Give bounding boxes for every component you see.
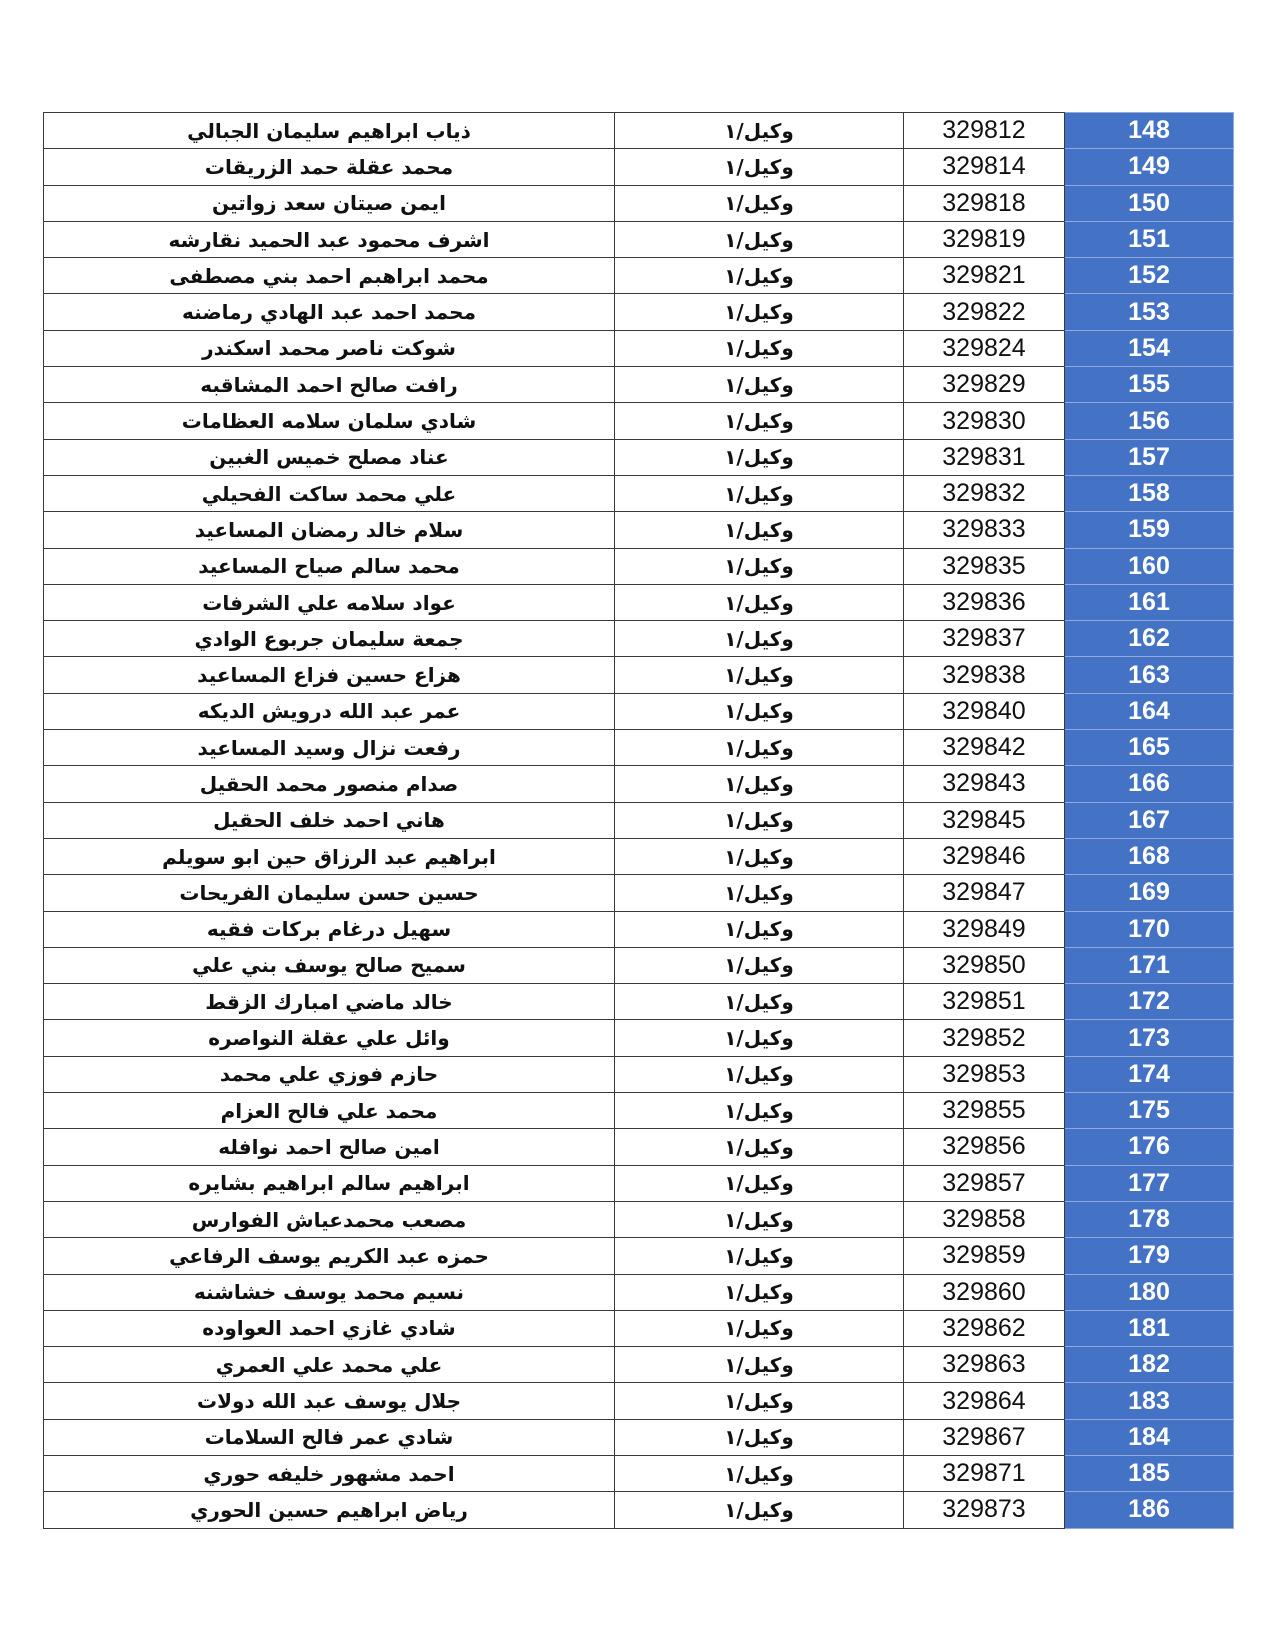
id-code-cell: 329857	[904, 1165, 1065, 1201]
full-name-cell: جمعة سليمان جربوع الوادي	[44, 621, 615, 657]
serial-number-cell: 160	[1065, 548, 1234, 584]
table-row	[44, 657, 1234, 693]
rank-cell: وكيل/١	[615, 330, 904, 366]
serial-number-cell: 186	[1065, 1492, 1234, 1528]
table-row	[44, 838, 1234, 874]
id-code-cell: 329873	[904, 1492, 1065, 1528]
rank-cell: وكيل/١	[615, 1165, 904, 1201]
rank-cell: وكيل/١	[615, 113, 904, 149]
rank-cell: وكيل/١	[615, 621, 904, 657]
id-code-cell: 329846	[904, 838, 1065, 874]
table-row	[44, 1056, 1234, 1092]
table-row	[44, 1455, 1234, 1491]
rank-cell: وكيل/١	[615, 766, 904, 802]
table-row	[44, 475, 1234, 511]
full-name-cell: عمر عبد الله درويش الديكه	[44, 693, 615, 729]
rank-cell: وكيل/١	[615, 294, 904, 330]
serial-number-cell: 164	[1065, 693, 1234, 729]
rank-cell: وكيل/١	[615, 439, 904, 475]
table-row	[44, 403, 1234, 439]
full-name-cell: شوكت ناصر محمد اسكندر	[44, 330, 615, 366]
serial-number-cell: 173	[1065, 1020, 1234, 1056]
table-row	[44, 1347, 1234, 1383]
table-row	[44, 512, 1234, 548]
id-code-cell: 329852	[904, 1020, 1065, 1056]
serial-number-cell: 158	[1065, 475, 1234, 511]
serial-number-cell: 170	[1065, 911, 1234, 947]
full-name-cell: عناد مصلح خميس الغبين	[44, 439, 615, 475]
rank-cell: وكيل/١	[615, 185, 904, 221]
rank-cell: وكيل/١	[615, 221, 904, 257]
table-row	[44, 294, 1234, 330]
id-code-cell: 329835	[904, 548, 1065, 584]
id-code-cell: 329836	[904, 584, 1065, 620]
rank-cell: وكيل/١	[615, 403, 904, 439]
table-row	[44, 693, 1234, 729]
id-code-cell: 329842	[904, 730, 1065, 766]
roster-table-container	[43, 112, 1233, 1529]
table-row	[44, 330, 1234, 366]
id-code-cell: 329855	[904, 1093, 1065, 1129]
id-code-cell: 329830	[904, 403, 1065, 439]
rank-cell: وكيل/١	[615, 693, 904, 729]
full-name-cell: علي محمد ساكت الفحيلي	[44, 475, 615, 511]
full-name-cell: محمد سالم صياح المساعيد	[44, 548, 615, 584]
table-row	[44, 766, 1234, 802]
full-name-cell: ابراهيم سالم ابراهيم بشايره	[44, 1165, 615, 1201]
full-name-cell: محمد عقلة حمد الزريقات	[44, 149, 615, 185]
serial-number-cell: 174	[1065, 1056, 1234, 1092]
id-code-cell: 329831	[904, 439, 1065, 475]
id-code-cell: 329859	[904, 1238, 1065, 1274]
id-code-cell: 329814	[904, 149, 1065, 185]
rank-cell: وكيل/١	[615, 802, 904, 838]
id-code-cell: 329858	[904, 1201, 1065, 1237]
full-name-cell: رياض ابراهيم حسين الحوري	[44, 1492, 615, 1528]
rank-cell: وكيل/١	[615, 657, 904, 693]
rank-cell: وكيل/١	[615, 1419, 904, 1455]
serial-number-cell: 162	[1065, 621, 1234, 657]
full-name-cell: عواد سلامه علي الشرفات	[44, 584, 615, 620]
full-name-cell: صدام منصور محمد الحقيل	[44, 766, 615, 802]
rank-cell: وكيل/١	[615, 911, 904, 947]
table-row	[44, 947, 1234, 983]
id-code-cell: 329850	[904, 947, 1065, 983]
table-row	[44, 149, 1234, 185]
full-name-cell: سهيل درغام بركات فقيه	[44, 911, 615, 947]
rank-cell: وكيل/١	[615, 258, 904, 294]
full-name-cell: شادي سلمان سلامه العظامات	[44, 403, 615, 439]
serial-number-cell: 149	[1065, 149, 1234, 185]
id-code-cell: 329819	[904, 221, 1065, 257]
serial-number-cell: 148	[1065, 113, 1234, 149]
serial-number-cell: 165	[1065, 730, 1234, 766]
rank-cell: وكيل/١	[615, 1020, 904, 1056]
serial-number-cell: 154	[1065, 330, 1234, 366]
serial-number-cell: 169	[1065, 875, 1234, 911]
rank-cell: وكيل/١	[615, 149, 904, 185]
serial-number-cell: 177	[1065, 1165, 1234, 1201]
id-code-cell: 329818	[904, 185, 1065, 221]
id-code-cell: 329847	[904, 875, 1065, 911]
full-name-cell: هزاع حسين فزاع المساعيد	[44, 657, 615, 693]
table-row	[44, 621, 1234, 657]
full-name-cell: امين صالح احمد نوافله	[44, 1129, 615, 1165]
full-name-cell: احمد مشهور خليفه حوري	[44, 1455, 615, 1491]
rank-cell: وكيل/١	[615, 838, 904, 874]
table-row	[44, 1093, 1234, 1129]
id-code-cell: 329845	[904, 802, 1065, 838]
id-code-cell: 329838	[904, 657, 1065, 693]
serial-number-cell: 172	[1065, 984, 1234, 1020]
id-code-cell: 329849	[904, 911, 1065, 947]
id-code-cell: 329821	[904, 258, 1065, 294]
full-name-cell: سميح صالح يوسف بني علي	[44, 947, 615, 983]
table-row	[44, 1201, 1234, 1237]
full-name-cell: علي محمد علي العمري	[44, 1347, 615, 1383]
id-code-cell: 329837	[904, 621, 1065, 657]
table-row	[44, 1238, 1234, 1274]
serial-number-cell: 185	[1065, 1455, 1234, 1491]
table-row	[44, 1492, 1234, 1528]
table-row	[44, 1274, 1234, 1310]
id-code-cell: 329843	[904, 766, 1065, 802]
id-code-cell: 329853	[904, 1056, 1065, 1092]
full-name-cell: شادي عمر فالح السلامات	[44, 1419, 615, 1455]
table-row	[44, 1383, 1234, 1419]
rank-cell: وكيل/١	[615, 730, 904, 766]
id-code-cell: 329863	[904, 1347, 1065, 1383]
rank-cell: وكيل/١	[615, 1455, 904, 1491]
full-name-cell: محمد ابراهبم احمد بني مصطفى	[44, 258, 615, 294]
table-row	[44, 548, 1234, 584]
full-name-cell: جلال يوسف عبد الله دولات	[44, 1383, 615, 1419]
rank-cell: وكيل/١	[615, 1347, 904, 1383]
table-row	[44, 911, 1234, 947]
table-row	[44, 1419, 1234, 1455]
table-row	[44, 802, 1234, 838]
id-code-cell: 329822	[904, 294, 1065, 330]
full-name-cell: اشرف محمود عبد الحميد نقارشه	[44, 221, 615, 257]
serial-number-cell: 159	[1065, 512, 1234, 548]
rank-cell: وكيل/١	[615, 1129, 904, 1165]
table-row	[44, 1020, 1234, 1056]
rank-cell: وكيل/١	[615, 1274, 904, 1310]
table-row	[44, 1129, 1234, 1165]
id-code-cell: 329867	[904, 1419, 1065, 1455]
rank-cell: وكيل/١	[615, 1201, 904, 1237]
full-name-cell: رفعت نزال وسيد المساعيد	[44, 730, 615, 766]
id-code-cell: 329860	[904, 1274, 1065, 1310]
id-code-cell: 329832	[904, 475, 1065, 511]
table-row	[44, 185, 1234, 221]
serial-number-cell: 155	[1065, 367, 1234, 403]
full-name-cell: حازم فوزي علي محمد	[44, 1056, 615, 1092]
rank-cell: وكيل/١	[615, 947, 904, 983]
table-row	[44, 1310, 1234, 1346]
serial-number-cell: 183	[1065, 1383, 1234, 1419]
rank-cell: وكيل/١	[615, 367, 904, 403]
table-row	[44, 984, 1234, 1020]
id-code-cell: 329812	[904, 113, 1065, 149]
serial-number-cell: 171	[1065, 947, 1234, 983]
table-row	[44, 439, 1234, 475]
full-name-cell: ايمن صيتان سعد زواتين	[44, 185, 615, 221]
id-code-cell: 329851	[904, 984, 1065, 1020]
serial-number-cell: 150	[1065, 185, 1234, 221]
table-row	[44, 584, 1234, 620]
table-row	[44, 1165, 1234, 1201]
serial-number-cell: 157	[1065, 439, 1234, 475]
table-row	[44, 258, 1234, 294]
table-row	[44, 367, 1234, 403]
serial-number-cell: 184	[1065, 1419, 1234, 1455]
serial-number-cell: 166	[1065, 766, 1234, 802]
id-code-cell: 329856	[904, 1129, 1065, 1165]
full-name-cell: ذياب ابراهيم سليمان الجبالي	[44, 113, 615, 149]
rank-cell: وكيل/١	[615, 475, 904, 511]
serial-number-cell: 175	[1065, 1093, 1234, 1129]
id-code-cell: 329840	[904, 693, 1065, 729]
serial-number-cell: 167	[1065, 802, 1234, 838]
full-name-cell: شادي غازي احمد العواوده	[44, 1310, 615, 1346]
full-name-cell: ابراهيم عبد الرزاق حين ابو سويلم	[44, 838, 615, 874]
roster-table	[43, 112, 1234, 1529]
rank-cell: وكيل/١	[615, 984, 904, 1020]
rank-cell: وكيل/١	[615, 584, 904, 620]
full-name-cell: هاني احمد خلف الحقيل	[44, 802, 615, 838]
id-code-cell: 329824	[904, 330, 1065, 366]
rank-cell: وكيل/١	[615, 875, 904, 911]
serial-number-cell: 178	[1065, 1201, 1234, 1237]
rank-cell: وكيل/١	[615, 1383, 904, 1419]
full-name-cell: رافت صالح احمد المشاقبه	[44, 367, 615, 403]
table-row	[44, 875, 1234, 911]
full-name-cell: سلام خالد رمضان المساعيد	[44, 512, 615, 548]
serial-number-cell: 179	[1065, 1238, 1234, 1274]
serial-number-cell: 182	[1065, 1347, 1234, 1383]
full-name-cell: نسيم محمد يوسف خشاشنه	[44, 1274, 615, 1310]
rank-cell: وكيل/١	[615, 1238, 904, 1274]
serial-number-cell: 153	[1065, 294, 1234, 330]
rank-cell: وكيل/١	[615, 548, 904, 584]
full-name-cell: وائل علي عقلة النواصره	[44, 1020, 615, 1056]
serial-number-cell: 163	[1065, 657, 1234, 693]
rank-cell: وكيل/١	[615, 1492, 904, 1528]
full-name-cell: محمد علي فالح العزام	[44, 1093, 615, 1129]
rank-cell: وكيل/١	[615, 512, 904, 548]
serial-number-cell: 180	[1065, 1274, 1234, 1310]
id-code-cell: 329864	[904, 1383, 1065, 1419]
full-name-cell: خالد ماضي امبارك الزقط	[44, 984, 615, 1020]
serial-number-cell: 161	[1065, 584, 1234, 620]
serial-number-cell: 168	[1065, 838, 1234, 874]
serial-number-cell: 176	[1065, 1129, 1234, 1165]
serial-number-cell: 156	[1065, 403, 1234, 439]
full-name-cell: حمزه عبد الكريم يوسف الرفاعي	[44, 1238, 615, 1274]
id-code-cell: 329862	[904, 1310, 1065, 1346]
rank-cell: وكيل/١	[615, 1310, 904, 1346]
id-code-cell: 329829	[904, 367, 1065, 403]
rank-cell: وكيل/١	[615, 1056, 904, 1092]
full-name-cell: حسين حسن سليمان الفريحات	[44, 875, 615, 911]
serial-number-cell: 151	[1065, 221, 1234, 257]
id-code-cell: 329833	[904, 512, 1065, 548]
full-name-cell: محمد احمد عبد الهادي رماضنه	[44, 294, 615, 330]
table-row	[44, 113, 1234, 149]
roster-table-body	[44, 113, 1234, 1529]
rank-cell: وكيل/١	[615, 1093, 904, 1129]
table-row	[44, 730, 1234, 766]
serial-number-cell: 152	[1065, 258, 1234, 294]
id-code-cell: 329871	[904, 1455, 1065, 1491]
full-name-cell: مصعب محمدعياش الفوارس	[44, 1201, 615, 1237]
serial-number-cell: 181	[1065, 1310, 1234, 1346]
table-row	[44, 221, 1234, 257]
